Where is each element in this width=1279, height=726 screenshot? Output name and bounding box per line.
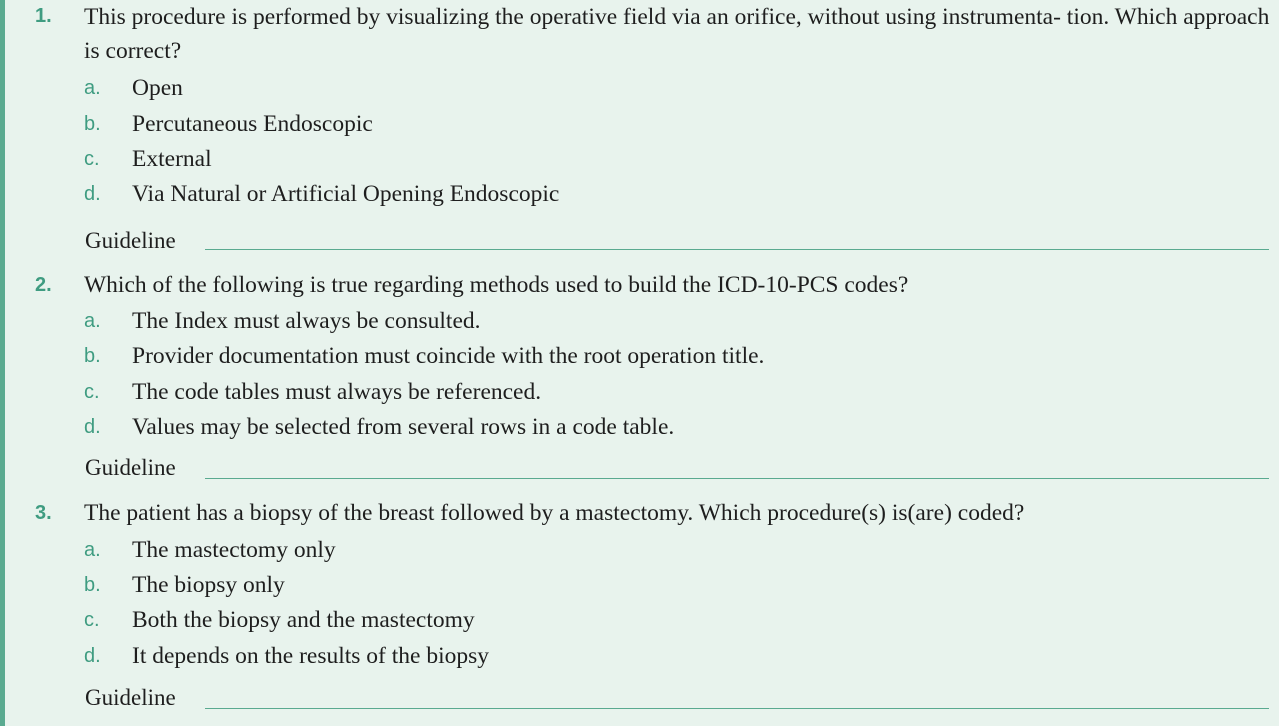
option-text: Both the biopsy and the mastectomy — [132, 607, 475, 633]
option-letter: d. — [84, 645, 101, 667]
option-text: Via Natural or Artificial Opening Endoscopic — [132, 181, 560, 207]
option-a[interactable] — [5, 71, 1279, 105]
guideline-label: Guideline — [85, 228, 176, 253]
guideline-label: Guideline — [85, 455, 176, 480]
option-text: The code tables must always be referenced. — [132, 379, 542, 405]
option-letter: c. — [84, 609, 100, 631]
option-d[interactable] — [5, 177, 1279, 211]
guideline-label: Guideline — [85, 685, 176, 710]
option-d[interactable] — [5, 639, 1279, 673]
option-letter: a. — [84, 77, 101, 99]
option-text: External — [132, 146, 212, 172]
option-text: The biopsy only — [132, 572, 285, 598]
question-number: 3. — [35, 502, 52, 524]
option-text: Open — [132, 75, 183, 101]
option-text: Values may be selected from several rows in a code table. — [132, 414, 675, 440]
option-letter: b. — [84, 574, 101, 596]
option-c[interactable] — [5, 603, 1279, 637]
question-number: 1. — [35, 5, 52, 27]
guideline-answer-line[interactable] — [205, 478, 1269, 479]
option-a[interactable] — [5, 533, 1279, 567]
option-text: The mastectomy only — [132, 537, 336, 563]
option-letter: b. — [84, 113, 101, 135]
option-letter: d. — [84, 416, 101, 438]
guideline-answer-line[interactable] — [205, 249, 1269, 250]
option-letter: c. — [84, 148, 100, 170]
option-letter: a. — [84, 539, 101, 561]
question-stem: Which of the following is true regarding methods used to build the ICD-10-PCS codes? — [84, 272, 909, 298]
option-d[interactable] — [5, 410, 1279, 444]
option-letter: c. — [84, 381, 100, 403]
option-b[interactable] — [5, 568, 1279, 602]
option-text: The Index must always be consulted. — [132, 308, 481, 334]
question-stem: The patient has a biopsy of the breast followed by a mastectomy. Which procedure(s) is(are) coded? — [84, 500, 1025, 526]
option-letter: a. — [84, 310, 101, 332]
option-b[interactable] — [5, 339, 1279, 373]
option-c[interactable] — [5, 142, 1279, 176]
option-letter: b. — [84, 345, 101, 367]
question-stem: This procedure is performed by visualizing the operative field via an orifice, without using instrumenta- tion. Which approach is correct? — [84, 4, 1270, 64]
option-text: Percutaneous Endoscopic — [132, 111, 373, 137]
question-number: 2. — [35, 274, 52, 296]
option-a[interactable] — [5, 304, 1279, 338]
option-text: Provider documentation must coincide with the root operation title. — [132, 343, 765, 369]
guideline-answer-line[interactable] — [205, 708, 1269, 709]
option-letter: d. — [84, 183, 101, 205]
option-c[interactable] — [5, 375, 1279, 409]
option-b[interactable] — [5, 107, 1279, 141]
option-text: It depends on the results of the biopsy — [132, 643, 490, 669]
